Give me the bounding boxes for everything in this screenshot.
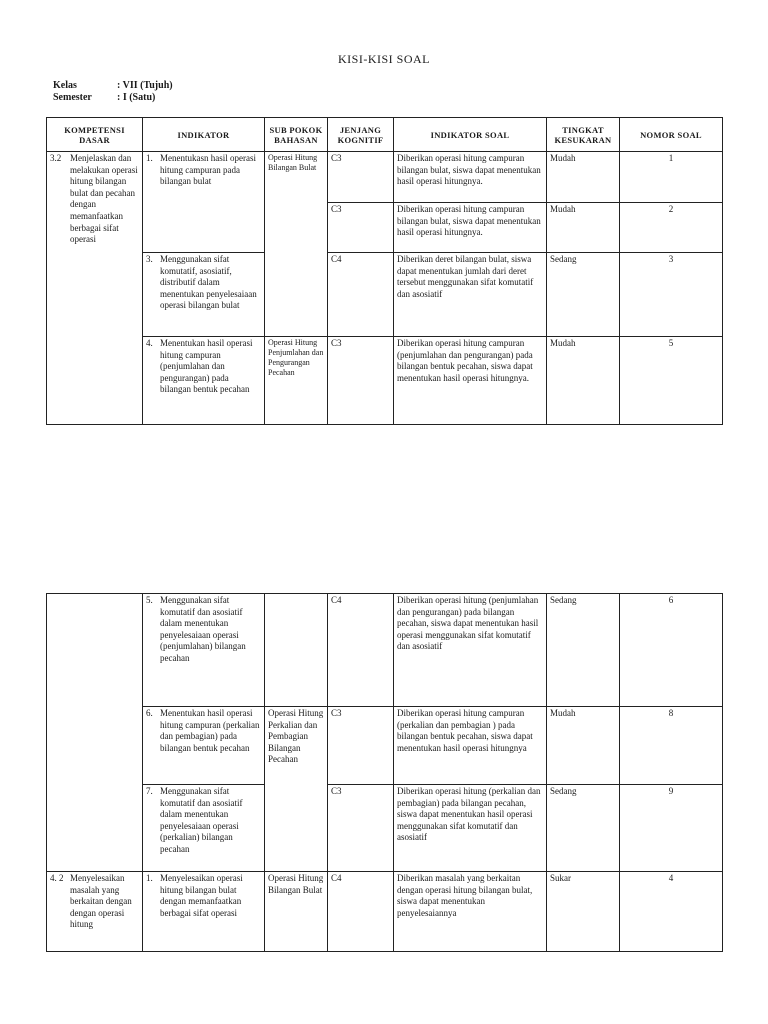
kelas-line xyxy=(53,80,173,91)
indikator-text: Menentukasn hasil operasi hitung campuran pada bilangan bulat xyxy=(160,153,256,187)
table-row xyxy=(47,152,723,203)
tingkat-cell: Mudah xyxy=(547,152,620,203)
jenjang-cell: C4 xyxy=(328,594,394,707)
jenjang-cell: C3 xyxy=(328,203,394,253)
tingkat-cell: Mudah xyxy=(547,337,620,425)
kd-number: 3.2 xyxy=(50,153,62,163)
jenjang-cell: C4 xyxy=(328,253,394,337)
nomor-cell: 4 xyxy=(620,872,723,952)
indikator-number: 1. xyxy=(146,873,153,883)
header-tingkat: TINGKAT KESUKARAN xyxy=(547,118,620,152)
kompetensi-cell xyxy=(47,152,143,425)
indikator-cell xyxy=(143,253,265,337)
page-title: KISI-KISI SOAL xyxy=(338,52,430,66)
indikator-number: 4. xyxy=(146,338,153,348)
table-row xyxy=(47,707,723,785)
jenjang-cell: C3 xyxy=(328,707,394,785)
table-row xyxy=(47,785,723,872)
table-row xyxy=(47,337,723,425)
sub-pokok-cell: Operasi Hitung Perkalian dan Pembagian Bilangan Pecahan xyxy=(265,707,328,872)
tingkat-cell: Mudah xyxy=(547,203,620,253)
sub-pokok-cell xyxy=(265,594,328,707)
jenjang-cell: C3 xyxy=(328,337,394,425)
nomor-cell: 1 xyxy=(620,152,723,203)
header-indikator-soal: INDIKATOR SOAL xyxy=(394,118,547,152)
nomor-cell: 8 xyxy=(620,707,723,785)
tingkat-cell: Mudah xyxy=(547,707,620,785)
indikator-cell xyxy=(143,594,265,707)
sub-pokok-cell: Operasi Hitung Penjumlahan dan Pengurangan Pecahan xyxy=(265,337,328,425)
indikator-soal-cell: Diberikan operasi hitung campuran (penjumlahan dan pengurangan) pada bilangan bentuk pecahan, siswa dapat menentukan hasil operasi hitungnya. xyxy=(394,337,547,425)
table-row xyxy=(47,594,723,707)
nomor-cell: 9 xyxy=(620,785,723,872)
indikator-number: 5. xyxy=(146,595,153,605)
indikator-soal-cell: Diberikan operasi hitung (perkalian dan pembagian) pada bilangan pecahan, siswa dapat menentukan hasil operasi menggunakan sifat komutatif dan asosiatif xyxy=(394,785,547,872)
indikator-cell xyxy=(143,872,265,952)
indikator-number: 3. xyxy=(146,254,153,264)
nomor-cell: 6 xyxy=(620,594,723,707)
table-row xyxy=(47,872,723,952)
indikator-number: 1. xyxy=(146,153,153,163)
nomor-cell: 3 xyxy=(620,253,723,337)
jenjang-cell: C3 xyxy=(328,152,394,203)
indikator-soal-cell: Diberikan operasi hitung campuran bilangan bulat, siswa dapat menentukan hasil operasi hitungnya. xyxy=(394,203,547,253)
indikator-text: Menggunakan sifat komutatif, asosiatif, distributif dalam menentukan penyelesaiaan operasi bilangan bulat xyxy=(160,254,257,311)
header-jenjang: JENJANG KOGNITIF xyxy=(328,118,394,152)
kisi-table-page-1 xyxy=(46,117,723,425)
jenjang-cell: C3 xyxy=(328,785,394,872)
indikator-text: Menentukan hasil operasi hitung campuran (perkalian dan pembagian) pada bilangan bentuk pecahan xyxy=(160,708,260,753)
header-row xyxy=(47,118,723,152)
indikator-soal-cell: Diberikan operasi hitung campuran (perkalian dan pembagian ) pada bilangan bentuk pecahan, siswa dapat menentukan hasil operasi hitungnya xyxy=(394,707,547,785)
indikator-text: Menggunakan sifat komutatif dan asosiatif dalam menentukan penyelesaiaan operasi (perkalian) bilangan pecahan xyxy=(160,786,243,854)
kd-text: Menjelaskan dan melakukan operasi hitung bilangan bulat dan pecahan dengan memanfaatkan berbagai sifat operasi xyxy=(70,153,138,245)
kompetensi-cell xyxy=(47,872,143,952)
indikator-text: Menentukan hasil operasi hitung campuran (penjumlahan dan pengurangan) pada bilangan bentuk pecahan xyxy=(160,338,253,395)
indikator-cell xyxy=(143,337,265,425)
indikator-number: 6. xyxy=(146,708,153,718)
header-nomor: NOMOR SOAL xyxy=(620,118,723,152)
header-indikator: INDIKATOR xyxy=(143,118,265,152)
tingkat-cell: Sukar xyxy=(547,872,620,952)
tingkat-cell: Sedang xyxy=(547,785,620,872)
sub-pokok-cell: Operasi Hitung Bilangan Bulat xyxy=(265,872,328,952)
nomor-cell: 5 xyxy=(620,337,723,425)
nomor-cell: 2 xyxy=(620,203,723,253)
indikator-number: 7. xyxy=(146,786,153,796)
tingkat-cell: Sedang xyxy=(547,594,620,707)
indikator-cell xyxy=(143,707,265,785)
indikator-soal-cell: Diberikan operasi hitung campuran bilangan bulat, siswa dapat menentukan hasil operasi hitungnya. xyxy=(394,152,547,203)
kd-text: Menyelesaikan masalah yang berkaitan dengan dengan operasi hitung xyxy=(70,873,132,930)
indikator-text: Menyelesaikan operasi hitung bilangan bulat dengan memanfaatkan berbagai sifat operasi xyxy=(160,873,243,918)
table-row xyxy=(47,253,723,337)
kelas-label: Kelas xyxy=(53,80,77,91)
sub-pokok-cell: Operasi Hitung Bilangan Bulat xyxy=(265,152,328,337)
semester-label: Semester xyxy=(53,92,92,103)
semester-line xyxy=(53,92,155,103)
semester-value: : I (Satu) xyxy=(117,92,156,103)
indikator-soal-cell: Diberikan deret bilangan bulat, siswa dapat menentukan jumlah dari deret tersebut menggunakan sifat komutatif dan asosiatif xyxy=(394,253,547,337)
indikator-soal-cell: Diberikan operasi hitung (penjumlahan dan pengurangan) pada bilangan pecahan, siswa dapat menentukan hasil operasi menggunakan sifat komutatif dan asosiatif xyxy=(394,594,547,707)
kisi-table-page-2 xyxy=(46,593,723,952)
header-sub-pokok: SUB POKOK BAHASAN xyxy=(265,118,328,152)
indikator-soal-cell: Diberikan masalah yang berkaitan dengan operasi hitung bilangan bulat, siswa dapat menentukan penyelesaiannya xyxy=(394,872,547,952)
kd-number: 4. 2 xyxy=(50,873,64,883)
kompetensi-cell xyxy=(47,594,143,872)
jenjang-cell: C4 xyxy=(328,872,394,952)
header-kompetensi: KOMPETENSI DASAR xyxy=(47,118,143,152)
indikator-text: Menggunakan sifat komutatif dan asosiatif dalam menentukan penyelesaiaan operasi (penjumlahan) bilangan pecahan xyxy=(160,595,246,663)
indikator-cell xyxy=(143,785,265,872)
indikator-cell xyxy=(143,152,265,253)
kelas-value: : VII (Tujuh) xyxy=(117,80,173,91)
tingkat-cell: Sedang xyxy=(547,253,620,337)
